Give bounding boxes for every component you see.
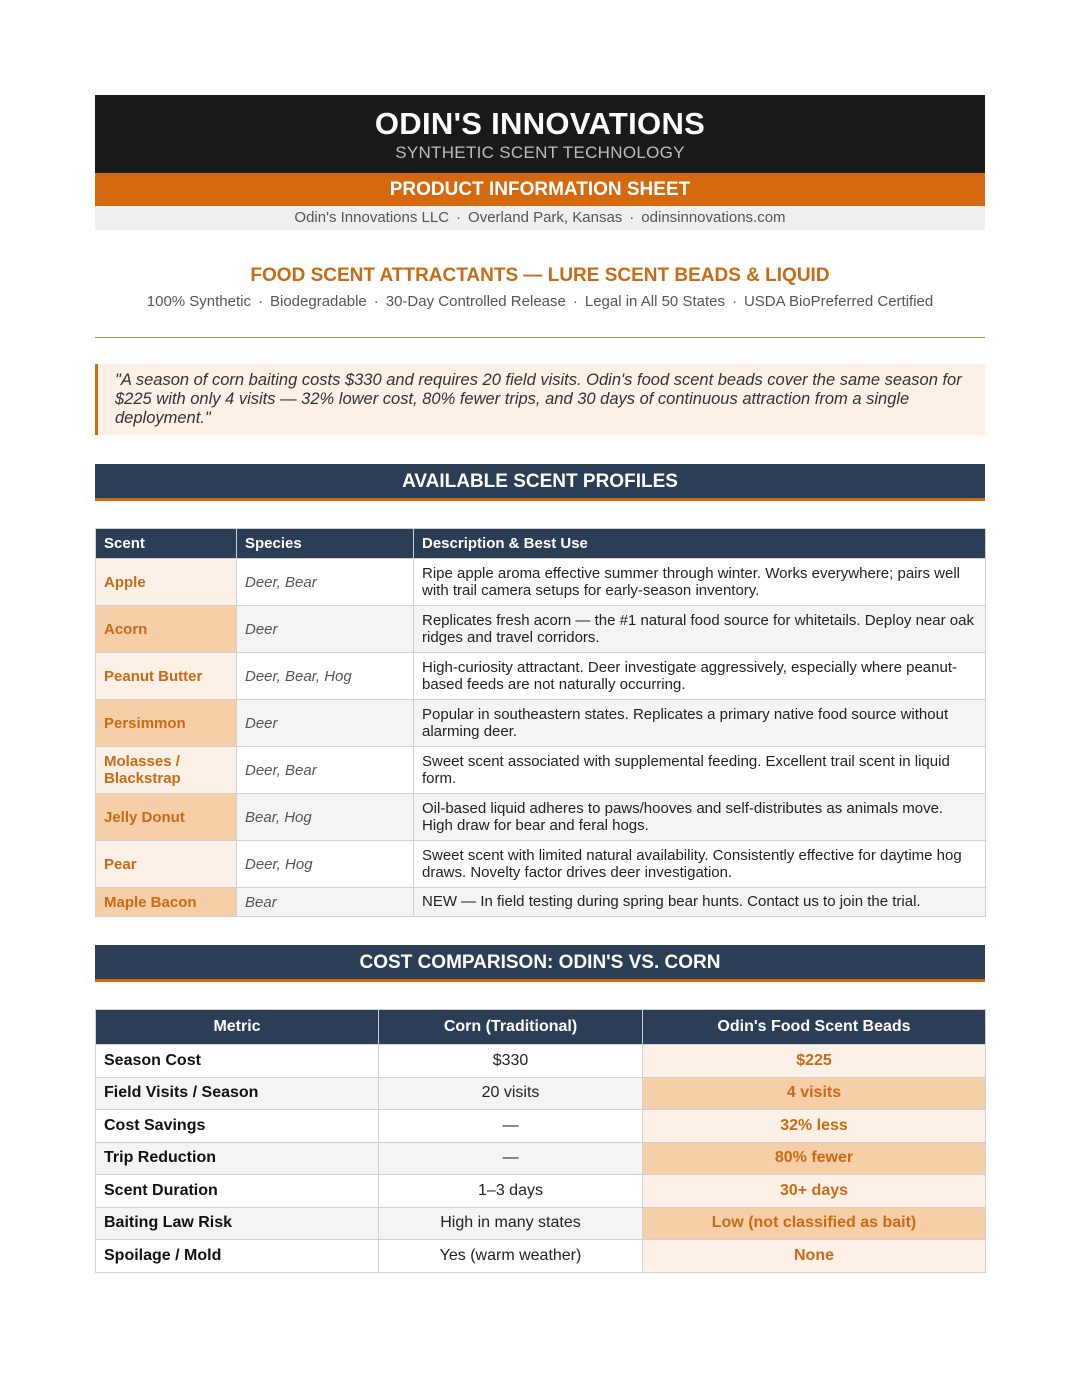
scent-description: High-curiosity attractant. Deer investigate aggressively, especially where peanut-based feeds are not naturally occurring. — [414, 653, 986, 700]
table-row — [96, 700, 986, 747]
scent-species: Bear, Hog — [237, 794, 414, 841]
table-row — [96, 1240, 986, 1273]
metric-name: Scent Duration — [96, 1175, 379, 1208]
divider — [95, 337, 985, 338]
metric-name: Cost Savings — [96, 1110, 379, 1143]
table-header-row — [96, 529, 986, 559]
scent-species: Deer, Bear — [237, 559, 414, 606]
scent-species: Bear — [237, 888, 414, 917]
table-row — [96, 559, 986, 606]
scent-species: Deer, Hog — [237, 841, 414, 888]
company-name: Odin's Innovations LLC — [294, 209, 450, 226]
sheet-title-bar: PRODUCT INFORMATION SHEET — [95, 173, 985, 206]
scent-section-title: AVAILABLE SCENT PROFILES — [95, 464, 985, 501]
table-row — [96, 1142, 986, 1175]
table-row — [96, 653, 986, 700]
company-info-bar — [95, 206, 985, 230]
column-header: Corn (Traditional) — [379, 1010, 643, 1045]
corn-value: 1–3 days — [379, 1175, 643, 1208]
corn-value: High in many states — [379, 1207, 643, 1240]
table-row — [96, 1175, 986, 1208]
table-row — [96, 841, 986, 888]
scent-name: Maple Bacon — [96, 888, 237, 917]
scent-description: Oil-based liquid adheres to paws/hooves and self-distributes as animals move. High draw for bear and feral hogs. — [414, 794, 986, 841]
odin-value: None — [643, 1240, 986, 1273]
product-title: FOOD SCENT ATTRACTANTS — LURE SCENT BEADS & LIQUID — [250, 265, 830, 286]
brand-name: ODIN'S INNOVATIONS — [374, 106, 706, 141]
corn-value: Yes (warm weather) — [379, 1240, 643, 1273]
table-row — [96, 1077, 986, 1110]
scent-description: NEW — In field testing during spring bear hunts. Contact us to join the trial. — [414, 888, 986, 917]
brand-tagline: SYNTHETIC SCENT TECHNOLOGY — [395, 143, 685, 162]
scent-name: Persimmon — [96, 700, 237, 747]
company-website: odinsinnovations.com — [641, 209, 786, 226]
scent-name: Peanut Butter — [96, 653, 237, 700]
scent-species: Deer, Bear, Hog — [237, 653, 414, 700]
separator: · — [373, 293, 379, 310]
separator: · — [456, 209, 462, 226]
table-row — [96, 888, 986, 917]
cost-comparison-table — [95, 1009, 986, 1273]
metric-name: Field Visits / Season — [96, 1077, 379, 1110]
table-row — [96, 606, 986, 653]
separator: · — [629, 209, 635, 226]
corn-value: — — [379, 1110, 643, 1143]
odin-value: 80% fewer — [643, 1142, 986, 1175]
corn-value: 20 visits — [379, 1077, 643, 1110]
scent-description: Popular in southeastern states. Replicates a primary native food source without alarming deer. — [414, 700, 986, 747]
feature-item: 30-Day Controlled Release — [385, 293, 566, 310]
scent-name: Acorn — [96, 606, 237, 653]
pull-quote: "A season of corn baiting costs $330 and requires 20 field visits. Odin's food scent beads cover the same season for $225 with only 4 visits — 32% lower cost, 80% fewer trips, and 30 days of continuous attraction from a single deployment." — [95, 364, 985, 435]
table-header-row — [96, 1010, 986, 1045]
column-header: Metric — [96, 1010, 379, 1045]
metric-name: Spoilage / Mold — [96, 1240, 379, 1273]
separator: · — [731, 293, 737, 310]
metric-name: Season Cost — [96, 1045, 379, 1078]
header-banner — [95, 95, 985, 173]
odin-value: $225 — [643, 1045, 986, 1078]
scent-species: Deer, Bear — [237, 747, 414, 794]
product-features — [95, 293, 985, 311]
table-row — [96, 1045, 986, 1078]
odin-value: Low (not classified as bait) — [643, 1207, 986, 1240]
separator: · — [258, 293, 263, 310]
scent-name: Molasses / Blackstrap — [96, 747, 237, 794]
table-row — [96, 747, 986, 794]
scent-name: Pear — [96, 841, 237, 888]
corn-value: — — [379, 1142, 643, 1175]
product-sheet — [95, 95, 985, 1273]
separator: · — [572, 293, 578, 310]
odin-value: 32% less — [643, 1110, 986, 1143]
feature-item: USDA BioPreferred Certified — [743, 293, 934, 310]
column-header: Species — [237, 529, 414, 559]
scent-description: Replicates fresh acorn — the #1 natural food source for whitetails. Deploy near oak ridges and travel corridors. — [414, 606, 986, 653]
column-header: Scent — [96, 529, 237, 559]
column-header: Odin's Food Scent Beads — [643, 1010, 986, 1045]
scent-name: Apple — [96, 559, 237, 606]
corn-value: $330 — [379, 1045, 643, 1078]
odin-value: 4 visits — [643, 1077, 986, 1110]
scent-profiles-table — [95, 528, 986, 917]
feature-item: Legal in All 50 States — [584, 293, 725, 310]
scent-description: Sweet scent associated with supplemental feeding. Excellent trail scent in liquid form. — [414, 747, 986, 794]
table-row — [96, 794, 986, 841]
scent-description: Ripe apple aroma effective summer through winter. Works everywhere; pairs well with trail camera setups for early-season inventory. — [414, 559, 986, 606]
column-header: Description & Best Use — [414, 529, 986, 559]
feature-item: 100% Synthetic — [146, 293, 251, 310]
scent-name: Jelly Donut — [96, 794, 237, 841]
metric-name: Trip Reduction — [96, 1142, 379, 1175]
company-location: Overland Park, Kansas — [468, 209, 623, 226]
metric-name: Baiting Law Risk — [96, 1207, 379, 1240]
scent-species: Deer — [237, 606, 414, 653]
table-row — [96, 1110, 986, 1143]
feature-item: Biodegradable — [270, 293, 367, 310]
table-row — [96, 1207, 986, 1240]
cost-section-title: COST COMPARISON: ODIN'S VS. CORN — [95, 945, 985, 982]
scent-species: Deer — [237, 700, 414, 747]
scent-description: Sweet scent with limited natural availability. Consistently effective for daytime hog draws. Novelty factor drives deer investigation. — [414, 841, 986, 888]
odin-value: 30+ days — [643, 1175, 986, 1208]
